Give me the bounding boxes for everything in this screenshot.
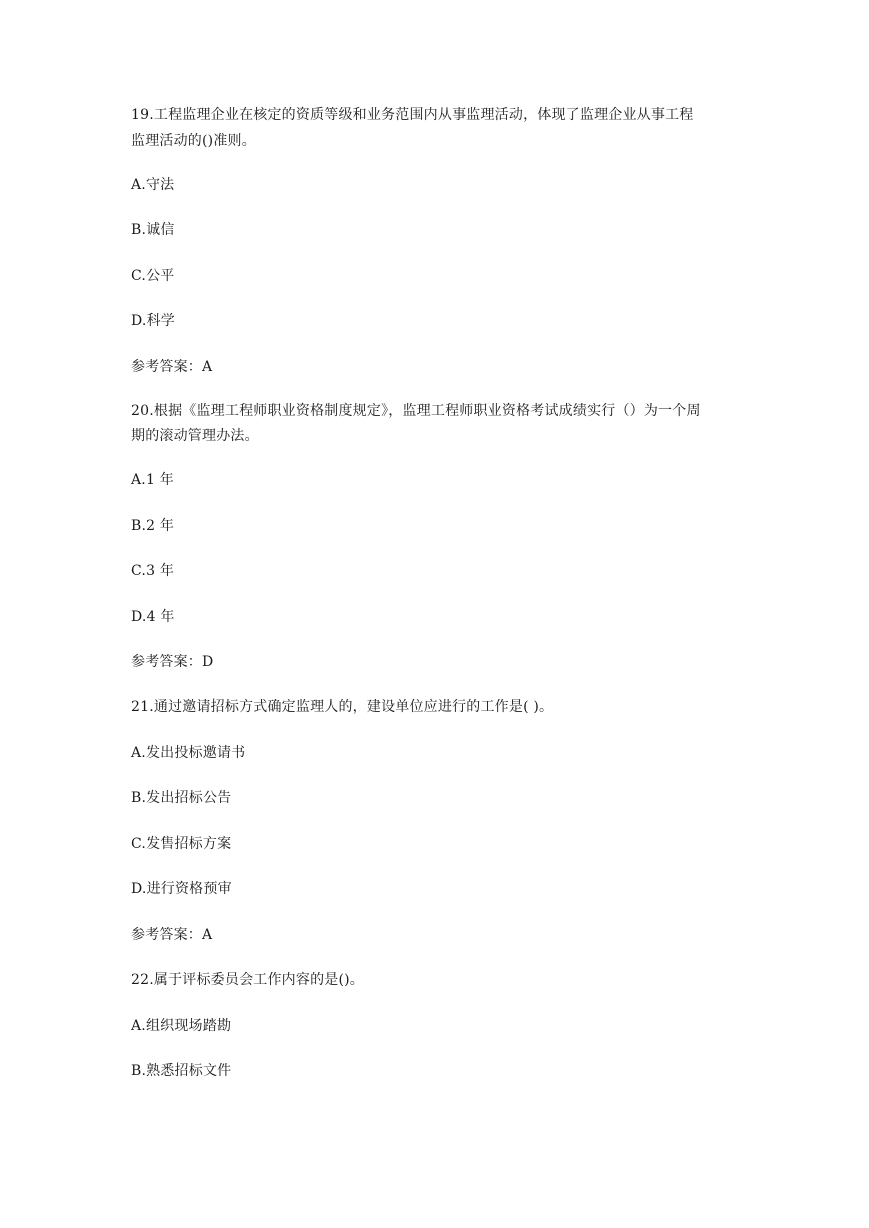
question-19-answer: 参考答案：A [131,359,213,375]
question-21-stem-line-1: 21.通过邀请招标方式确定监理人的，建设单位应进行的工作是( )。 [131,699,554,715]
question-22-stem-line-1: 22.属于评标委员会工作内容的是()。 [131,972,364,988]
question-21-option-c: C.发售招标方案 [131,836,232,852]
question-19-option-a: A.守法 [131,177,175,193]
question-20-option-d: D.4 年 [131,609,175,625]
question-19-stem-line-2: 监理活动的()准则。 [131,133,256,149]
question-21-option-b: B.发出招标公告 [131,790,232,806]
question-19-option-d: D.科学 [131,313,175,329]
question-21-option-a: A.发出投标邀请书 [131,745,246,761]
question-19-option-c: C.公平 [131,268,175,284]
question-22-option-b: B.熟悉招标文件 [131,1063,232,1079]
question-21-answer: 参考答案：A [131,927,213,943]
question-20-option-a: A.1 年 [131,472,174,488]
question-22-option-a: A.组织现场踏勘 [131,1018,232,1034]
question-20-stem-line-2: 期的滚动管理办法。 [131,428,259,444]
question-20-answer: 参考答案：D [131,654,214,670]
question-20-option-c: C.3 年 [131,563,175,579]
question-19-option-b: B.诚信 [131,222,175,238]
question-20-stem-line-1: 20.根据《监理工程师职业资格制度规定》，监理工程师职业资格考试成绩实行（）为一个周 [131,403,701,419]
question-19-stem-line-1: 19.工程监理企业在核定的资质等级和业务范围内从事监理活动，体现了监理企业从事工程 [131,107,694,123]
question-20-option-b: B.2 年 [131,518,175,534]
question-21-option-d: D.进行资格预审 [131,881,232,897]
